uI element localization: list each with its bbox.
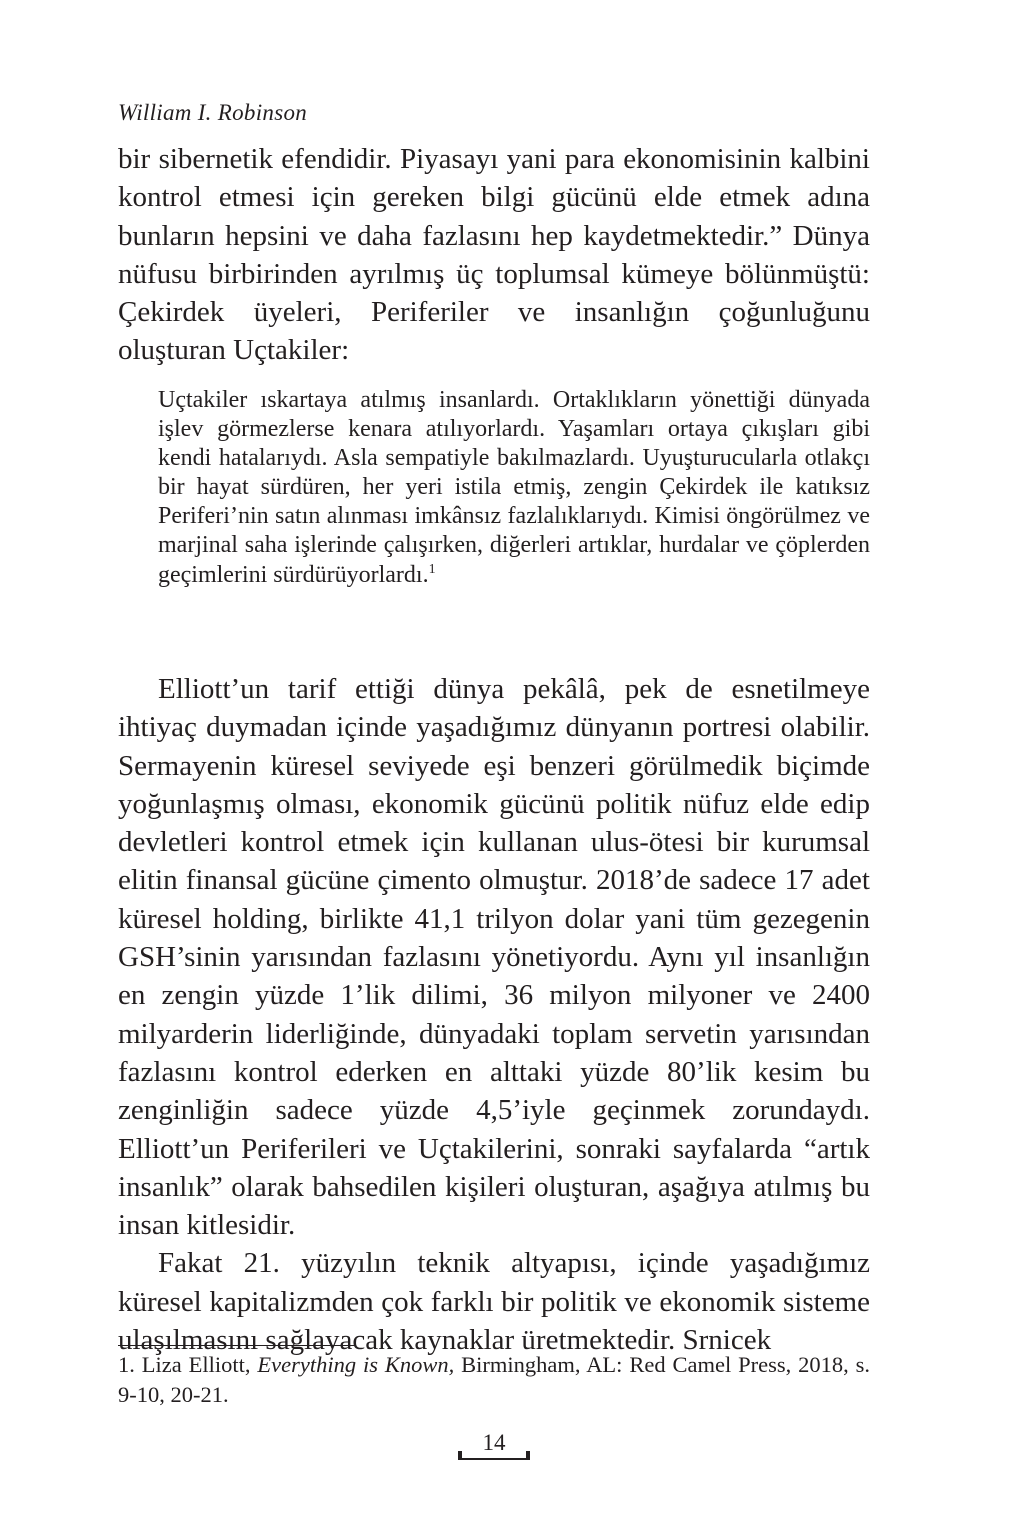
paragraph: bir sibernetik efendidir. Piyasayı yani para ekonomisinin kalbini kontrol etmesi için gereken bilgi gücünü elde etmek adına bunların hepsini ve daha fazlasını hep kaydetmektedir.” Dünya nüfusu birbirinden ayrılmış üç toplumsal kümeye bölünmüştü: Çekirdek üyeleri, Periferiler ve insanlığın çoğunluğunu oluşturan Uçtakiler: <box>118 143 870 367</box>
page-number-rule-cap-left <box>458 1451 462 1460</box>
main-text-block <box>118 670 870 1359</box>
footnote-publication: Birmingham, AL: Red Camel Press, 2018, s. 9-10, 20-21. <box>118 1352 870 1407</box>
footnote-title: Everything is Known, <box>257 1352 455 1377</box>
quote-text: Uçtakiler ıskartaya atılmış insanlardı. Ortaklıkların yönettiği dünyada işlev görmezlerse kenara atılıyorlardı. Yaşamları ortaya çıkışları gibi kendi hatalarıydı. Asla sempatiyle bakılmazlardı. Uyuşturucularla otlakçı bir hayat sürdüren, her yeri istila etmiş, zengin Çekirdek ile katıksız Periferi’nin satın alınması imkânsız fazlalıklarıydı. Kimisi öngörülmez ve marjinal saha işlerinde çalışırken, diğerleri artıklar, hurdalar ve çöplerden geçimlerini sürdürüyorlardı. <box>158 387 870 588</box>
page-number: 14 <box>482 1430 506 1455</box>
footnote-author: Liza Elliott, <box>141 1352 251 1377</box>
block-quote <box>158 386 870 590</box>
top-paragraph-block <box>118 140 870 370</box>
footnote-reference: 1 <box>428 561 436 577</box>
paragraph: Elliott’un tarif ettiği dünya pekâlâ, pek de esnetilmeye ihtiyaç duymadan içinde yaşadığımız dünyanın portresi olabilir. Sermayenin küresel seviyede eşi benzeri görülmedik biçimde yoğunlaşmış olması, ekonomik gücünü politik nüfuz elde edip devletleri kontrol etmek için kullanan ulus-ötesi bir kurumsal elitin finansal gücüne çimento olmuştur. 2018’de sadece 17 adet küresel holding, birlikte 41,1 trilyon dolar yani tüm gezegenin GSH’sinin yarısından fazlasını yönetiyordu. Aynı yıl insanlığın en zengin yüzde 1’lik dilimi, 36 milyon milyoner ve 2400 milyarderin liderliğinde, dünyadaki toplam servetin yarısından fazlasını kontrol ederken en alttaki yüzde 80’lik kesim bu zenginliğin sadece yüzde 4,5’iyle geçinmek zorundaydı. Elliott’un Periferileri ve Uçtakilerini, sonraki sayfalarda “artık insanlık” olarak bahsedilen kişileri oluşturan, aşağıya atılmış bu insan kitlesidir. <box>118 673 870 1242</box>
page-number-rule-cap-right <box>526 1451 530 1460</box>
running-head: William I. Robinson <box>118 100 308 125</box>
page-number-rule <box>460 1458 528 1460</box>
footnote-number: 1. <box>118 1352 135 1377</box>
paragraph: Fakat 21. yüzyılın teknik altyapısı, içinde yaşadığımız küresel kapitalizmden çok farklı bir politik ve ekonomik sisteme ulaşılmasını sağlayacak kaynaklar üretmektedir. Srnicek <box>118 1247 870 1357</box>
footnote <box>118 1350 870 1410</box>
footnote-separator <box>118 1345 356 1346</box>
